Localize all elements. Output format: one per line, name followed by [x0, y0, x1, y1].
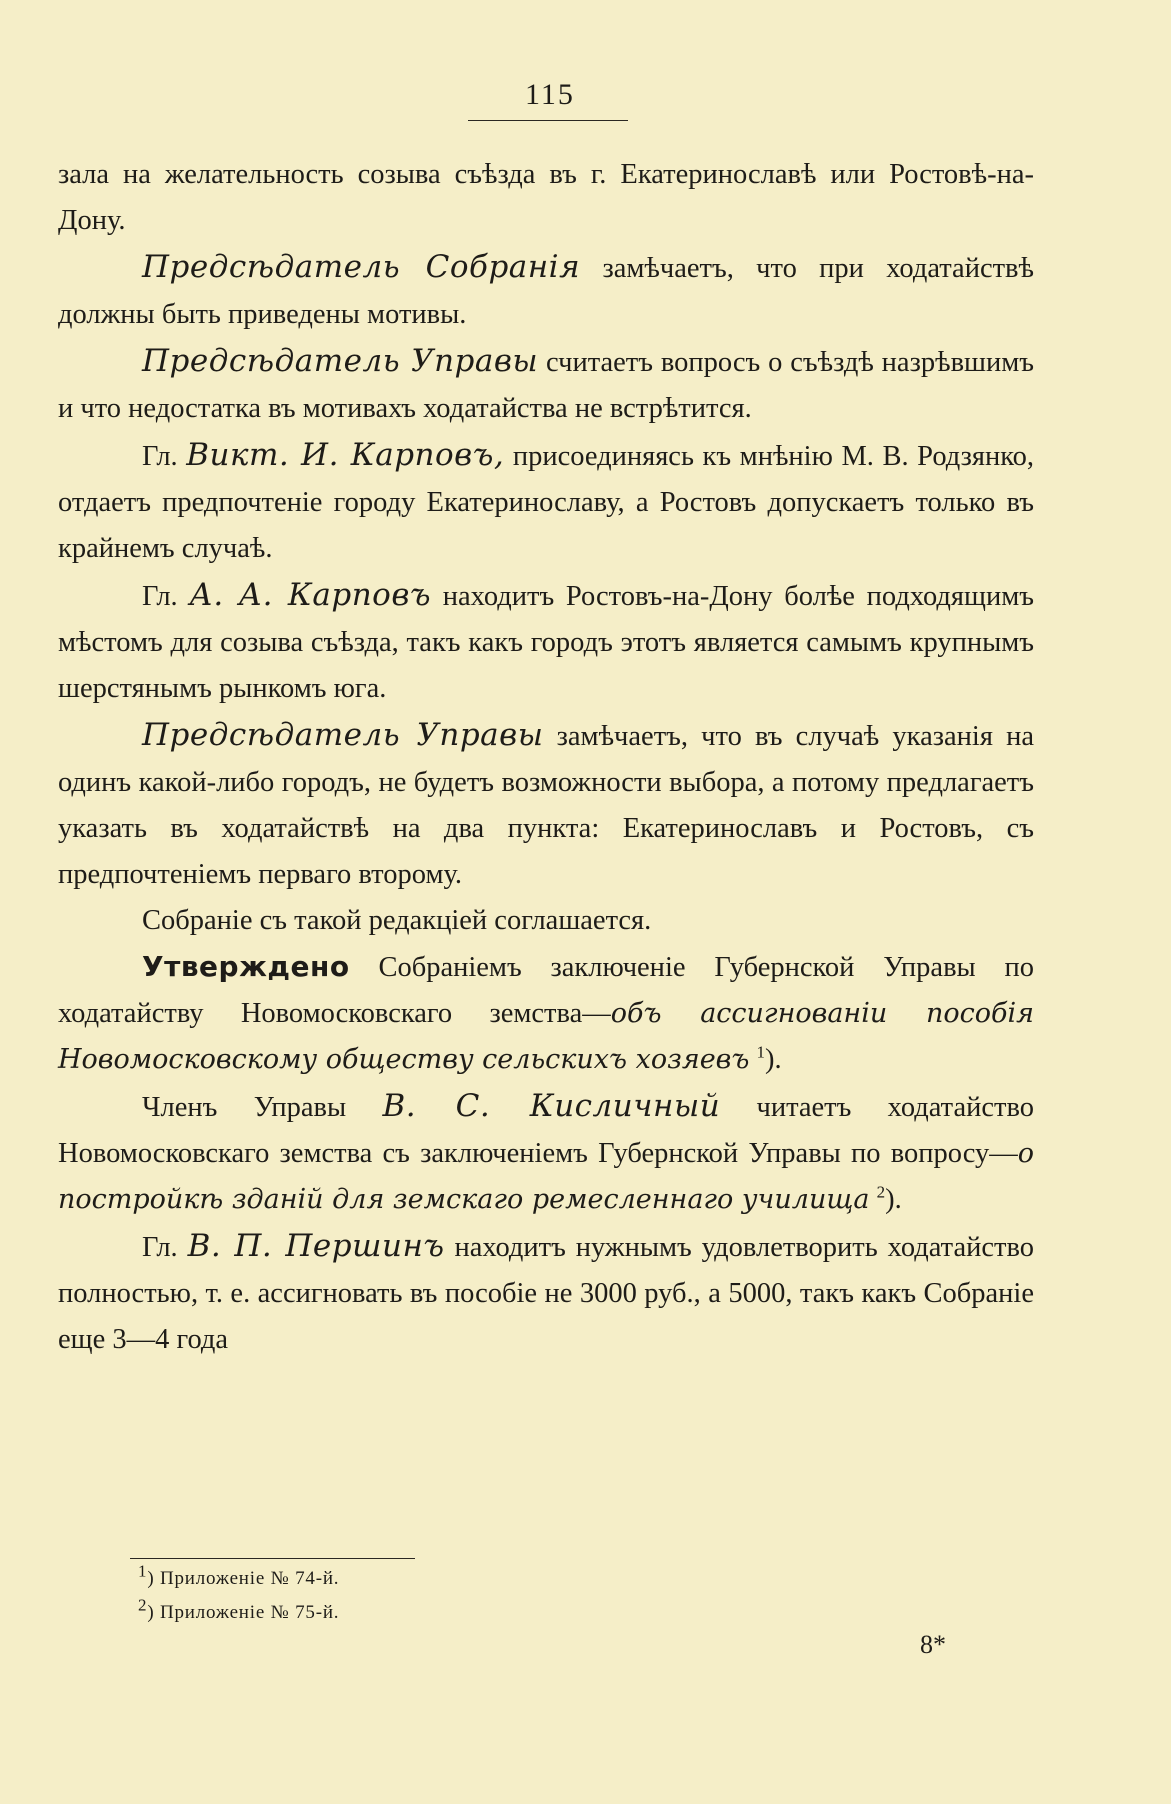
- paragraph-p3-part-1: считаетъ вопросъ о съѣздѣ назрѣвшимъ и что недостатка въ мотивахъ ходатайства не встрѣтится.: [58, 347, 1034, 424]
- paragraph-p9-part-1: В. С. Кисличный: [382, 1088, 721, 1124]
- footnote-1-mark: 1: [138, 1561, 148, 1581]
- paragraph-p2-part-0: Предсѣдатель Собранія: [142, 249, 581, 285]
- footnotes: [138, 1562, 339, 1630]
- footnote-2-text: ) Приложеніе № 75-й.: [147, 1602, 340, 1623]
- paragraph-p7-part-0: Собраніе съ такой редакціей соглашается.: [142, 905, 652, 936]
- footnote-2-mark: 2: [138, 1595, 148, 1615]
- paragraph-p7: [58, 898, 1034, 944]
- paragraph-p9-part-2: читаетъ ходатайство Новомосковскаго земства съ заключеніемъ Губернской Управы по вопросу—: [58, 1092, 1034, 1169]
- paragraph-p4-part-2: присоединяясь къ мнѣнію М. В. Родзянко, отдаетъ предпочтеніе городу Екатеринославу, а Ростовъ допускаетъ только въ крайнемъ случаѣ.: [58, 441, 1034, 564]
- paragraph-p8: [58, 944, 1034, 1083]
- header-rule: [468, 120, 628, 121]
- paragraph-p6-part-1: замѣчаетъ, что въ случаѣ указанія на одинъ какой-либо городъ, не будетъ возможности выбора, а потому предлагаетъ указать въ ходатайствѣ на два пункта: Екатеринославъ и Ростовъ, съ предпочтеніемъ перваго второму.: [58, 721, 1034, 890]
- paragraph-p10-part-0: Гл.: [142, 1232, 188, 1263]
- paragraph-p5: [58, 572, 1034, 712]
- paragraph-p8-part-1: Собраніемъ заключеніе Губернской Управы по ходатайству Новомосковскаго земства—: [58, 952, 1034, 1029]
- paragraph-p8-part-4: 1: [756, 1042, 766, 1062]
- paragraph-p8-part-3: [749, 1044, 756, 1075]
- footnote-2: [138, 1596, 339, 1630]
- paragraph-p1-part-0: зала на желательность созыва съѣзда въ г. Екатеринославѣ или Ростовѣ-на-Дону.: [58, 159, 1034, 236]
- paragraph-p10: [58, 1223, 1034, 1363]
- paragraph-p9-part-3: о постройкѣ зданій для земскаго ремесленнаго училища: [58, 1138, 1034, 1215]
- paragraph-p1: [58, 152, 1034, 244]
- paragraph-p9-part-0: Членъ Управы: [142, 1092, 383, 1123]
- paragraph-p5-part-1: А. А. Карповъ: [189, 577, 432, 613]
- footnote-1-text: ) Приложеніе № 74-й.: [147, 1568, 340, 1589]
- paragraph-p9-part-6: ).: [885, 1184, 902, 1215]
- paragraph-p2-part-1: замѣчаетъ, что при ходатайствѣ должны быть приведены мотивы.: [58, 253, 1034, 330]
- footnote-rule: [130, 1558, 415, 1559]
- paragraph-p3-part-0: Предсѣдатель Управы: [142, 343, 539, 379]
- paragraph-p6-part-0: Предсѣдатель Управы: [142, 717, 544, 753]
- paragraph-p8-part-0: Утверждено: [142, 950, 350, 983]
- paragraph-p9-part-4: [869, 1184, 876, 1215]
- paragraph-p4-part-1: Викт. И. Карповъ,: [186, 437, 505, 473]
- paragraph-p8-part-5: ).: [765, 1044, 782, 1075]
- paragraph-p10-part-2: находитъ нужнымъ удовлетворить ходатайство полностью, т. е. ассигновать въ пособіе не 3000 руб., а 5000, такъ какъ Собраніе еще 3—4 года: [58, 1232, 1034, 1355]
- paragraph-p4-part-0: Гл.: [142, 441, 187, 472]
- page-number: 115: [525, 78, 575, 111]
- paragraph-p8-part-2: объ ассигнованіи пособія Новомосковскому обществу сельскихъ хозяевъ: [58, 998, 1034, 1075]
- footnote-1: [138, 1562, 339, 1596]
- paragraph-p6: [58, 712, 1034, 898]
- body-text: [58, 152, 1034, 1363]
- paragraph-p5-part-0: Гл.: [142, 581, 190, 612]
- paragraph-p2: [58, 244, 1034, 338]
- paragraph-p3: [58, 338, 1034, 432]
- signature-mark: 8*: [920, 1630, 946, 1659]
- paragraph-p5-part-2: находитъ Ростовъ-на-Дону болѣе подходящимъ мѣстомъ для созыва съѣзда, такъ какъ городъ этотъ является самымъ крупнымъ шерстянымъ рынкомъ юга.: [58, 581, 1035, 704]
- paragraph-p9-part-5: 2: [876, 1182, 886, 1202]
- paragraph-p10-part-1: В. П. Першинъ: [187, 1228, 445, 1264]
- paragraph-p9: [58, 1083, 1034, 1223]
- paragraph-p4: [58, 432, 1034, 572]
